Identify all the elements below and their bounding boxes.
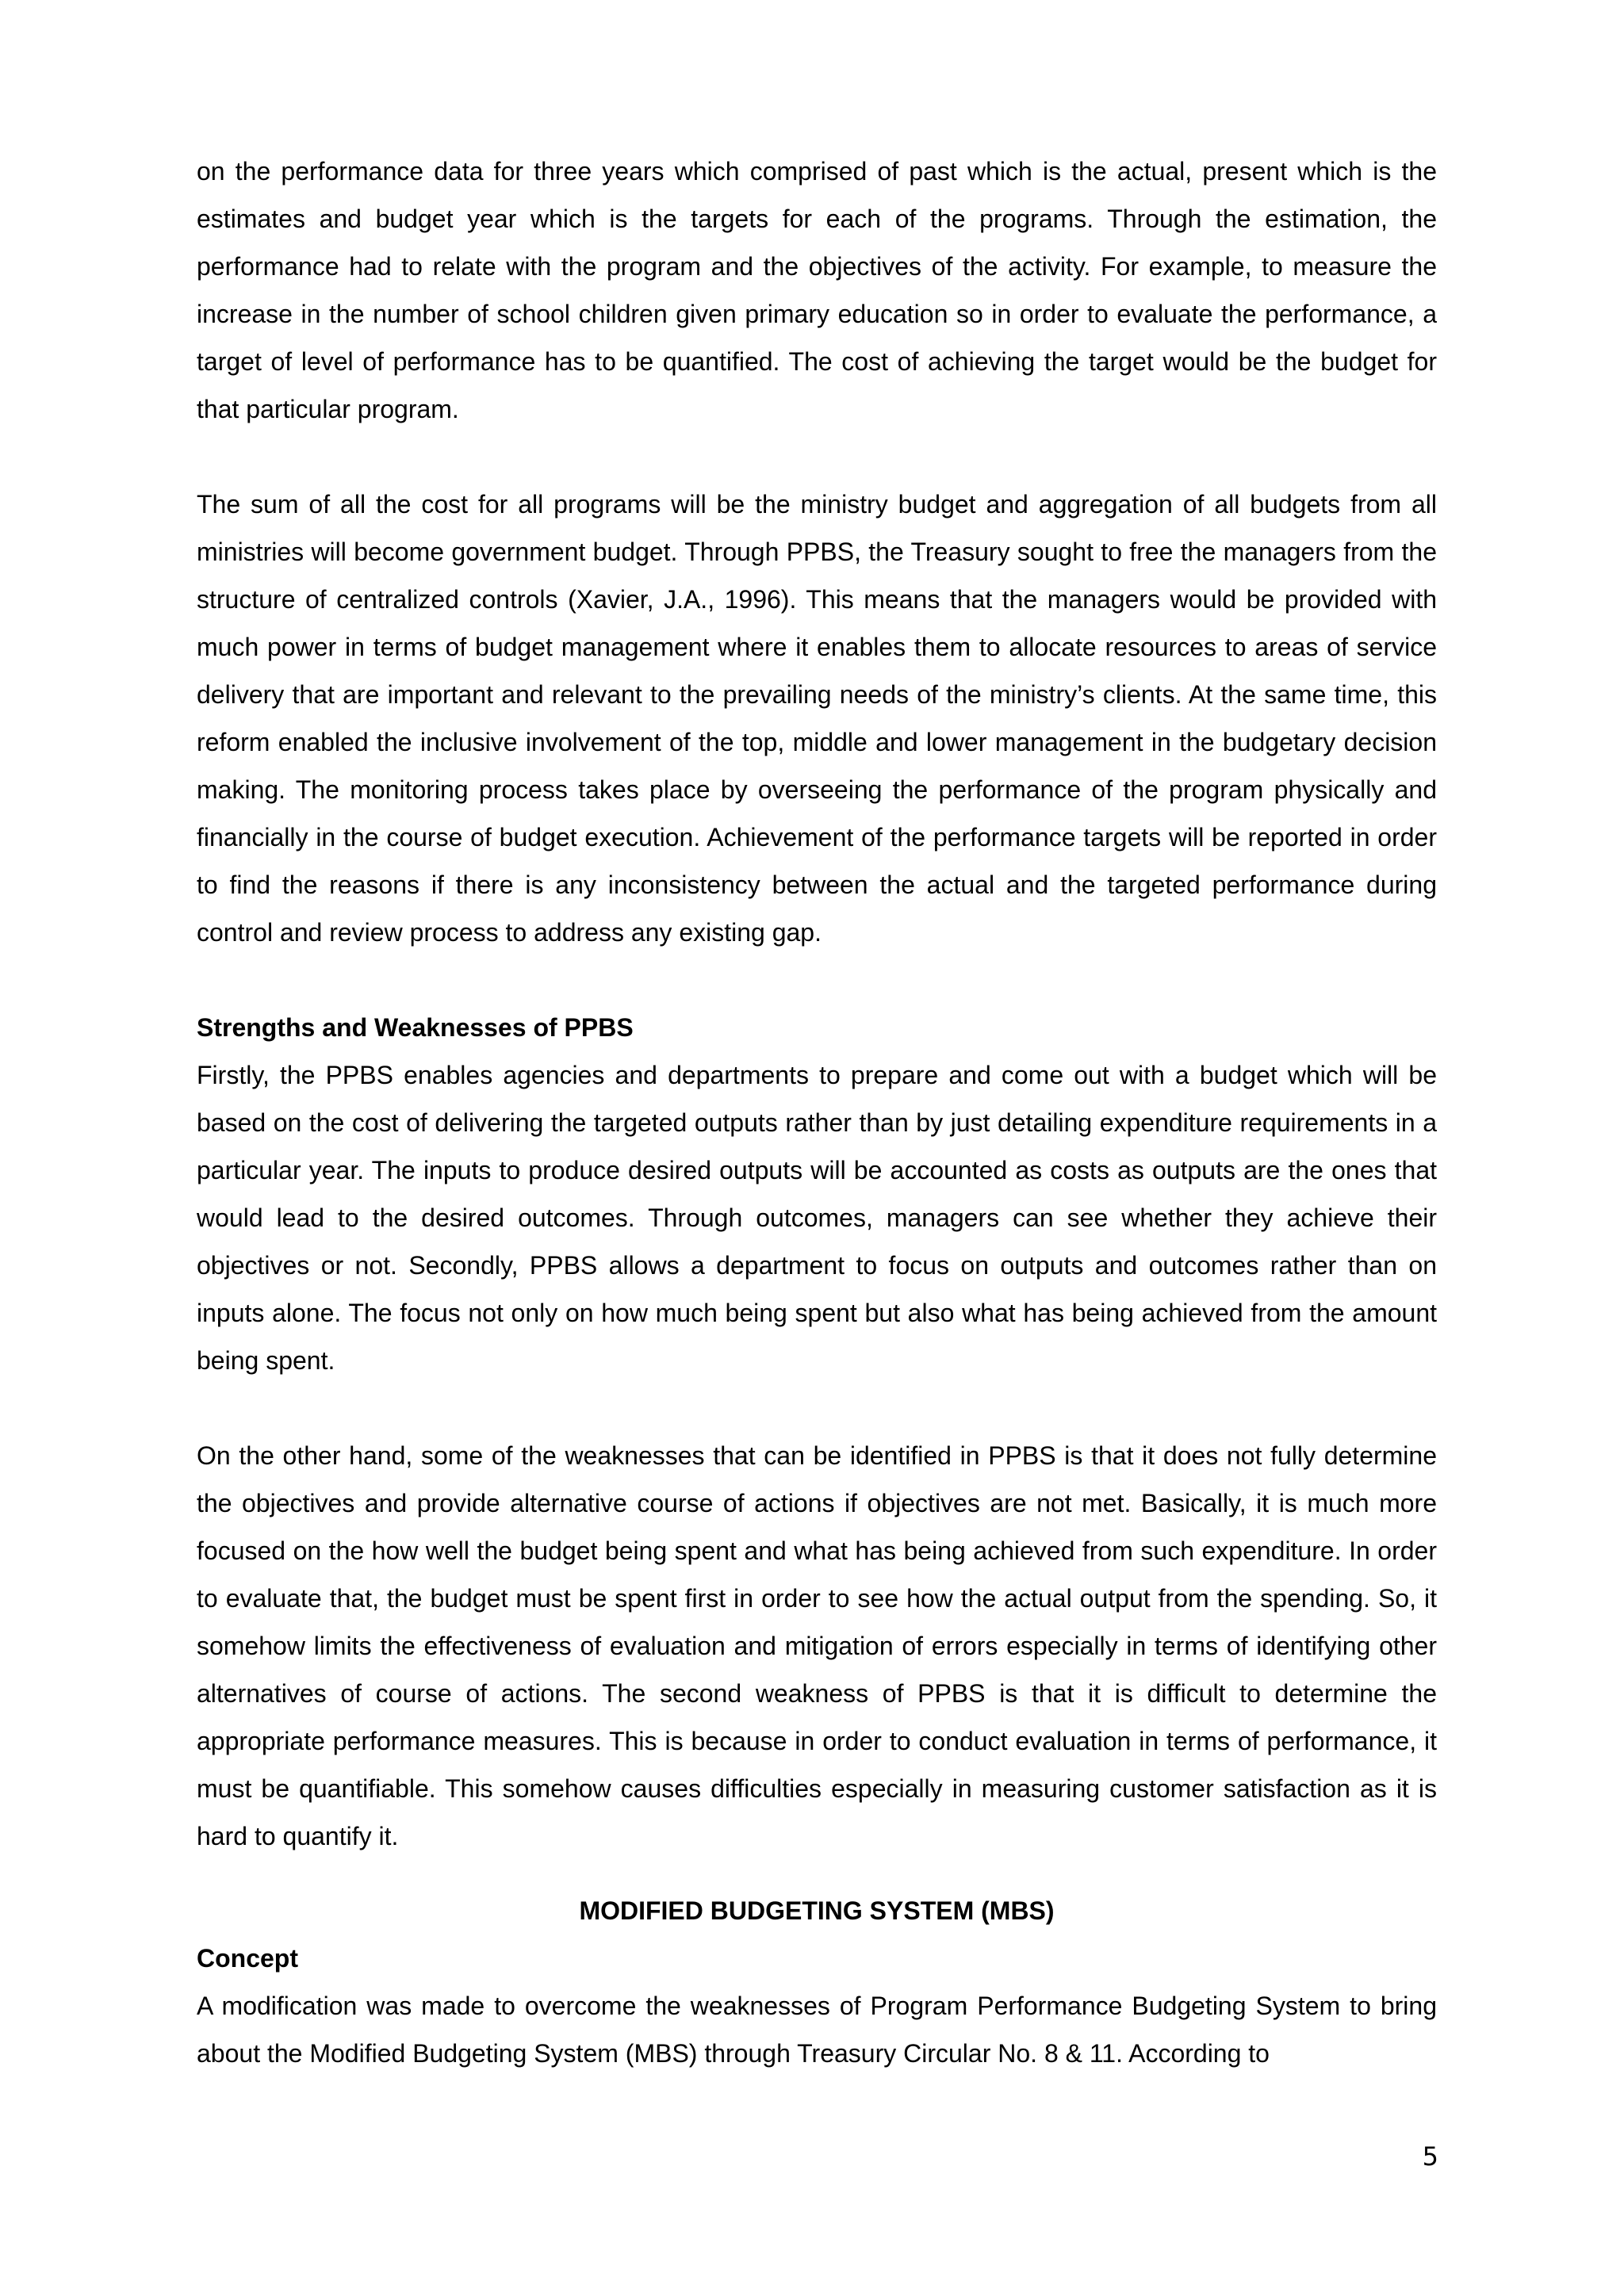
paragraph-weaknesses: On the other hand, some of the weaknesses that can be identified in PPBS is that it does not fully determine the objectives and provide alternative course of actions if objectives are not met. Basically, it is much more focused on the how well the budget being spent and what has being achieved from such expenditure. In order to evaluate that, the budget must be spent first in order to see how the actual output from the spending. So, it somehow limits the effectiveness of evaluation and mitigation of errors especially in terms of identifying other alternatives of course of actions. The second weakness of PPBS is that it is difficult to determine the appropriate performance measures. This is because in order to conduct evaluation in terms of performance, it must be quantifiable. This somehow causes difficulties especially in measuring customer satisfaction as it is hard to quantify it. (197, 1441, 1437, 1850)
document-body (197, 147, 1437, 2077)
paragraph-spacer (197, 956, 1437, 1004)
paragraph-spacer (197, 433, 1437, 480)
paragraph-mbs-concept: A modification was made to overcome the weaknesses of Program Performance Budgeting System to bring about the Modified Budgeting System (MBS) through Treasury Circular No. 8 & 11. According to (197, 1992, 1437, 2068)
paragraph-ministry-budget: The sum of all the cost for all programs will be the ministry budget and aggregation of all budgets from all ministries will become government budget. Through PPBS, the Treasury sought to free the managers from the structure of centralized controls (Xavier, J.A., 1996). This means that the managers would be provided with much power in terms of budget management where it enables them to allocate resources to areas of service delivery that are important and relevant to the prevailing needs of the ministry’s clients. At the same time, this reform enabled the inclusive involvement of the top, middle and lower management in the budgetary decision making. The monitoring process takes place by overseeing the performance of the program physically and financially in the course of budget execution. Achievement of the performance targets will be reported in order to find the reasons if there is any inconsistency between the actual and the targeted performance during control and review process to address any existing gap. (197, 490, 1437, 947)
paragraph-performance-data: on the performance data for three years which comprised of past which is the actual, present which is the estimates and budget year which is the targets for each of the programs. Through the estimation, the performance had to relate with the program and the objectives of the activity. For example, to measure the increase in the number of school children given primary education so in order to evaluate the performance, a target of level of performance has to be quantified. The cost of achieving the target would be the budget for that particular program. (197, 157, 1437, 423)
paragraph-spacer (197, 1384, 1437, 1432)
paragraph-strengths: Firstly, the PPBS enables agencies and departments to prepare and come out with a budget which will be based on the cost of delivering the targeted outputs rather than by just detailing expenditure requirements in a particular year. The inputs to produce desired outputs will be accounted as costs as outputs are the ones that would lead to the desired outcomes. Through outcomes, managers can see whether they achieve their objectives or not. Secondly, PPBS allows a department to focus on outputs and outcomes rather than on inputs alone. The focus not only on how much being spent but also what has being achieved from the amount being spent. (197, 1061, 1437, 1375)
paragraph-spacer (197, 1860, 1437, 1887)
strengths-weaknesses-heading: Strengths and Weaknesses of PPBS (197, 1013, 634, 1042)
page-number: 5 (1422, 2141, 1438, 2172)
concept-heading: Concept (197, 1944, 298, 1973)
mbs-section-heading: MODIFIED BUDGETING SYSTEM (MBS) (579, 1896, 1055, 1925)
